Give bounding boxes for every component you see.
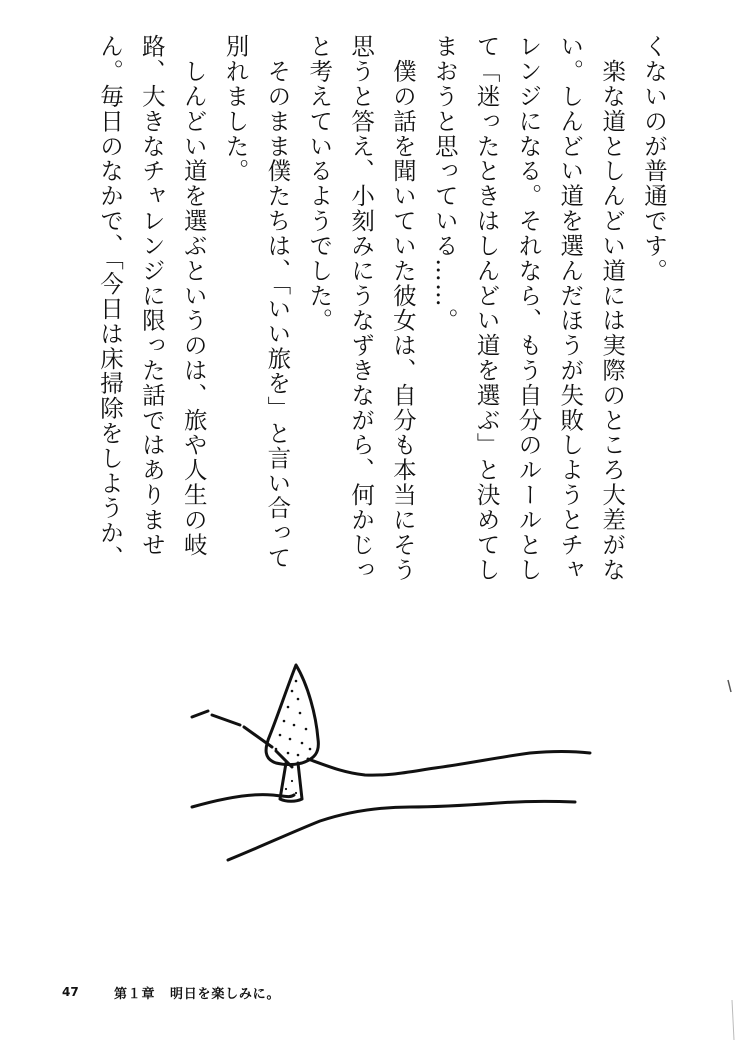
- tree-at-fork-illustration: [180, 655, 600, 870]
- text-column: しんどい道を選ぶというのは、旅や人生の岐: [179, 34, 208, 558]
- text-column: 路、大きなチャレンジに限った話ではありませ: [137, 34, 166, 558]
- text-column: レンジになる。それなら、もう自分のルールとし: [514, 34, 543, 583]
- vertical-body-text: [95, 34, 668, 634]
- text-column: 楽な道としんどい道には実際のところ大差がな: [598, 34, 627, 583]
- road-edge: [228, 801, 575, 860]
- road-edge: [192, 795, 294, 807]
- text-column: ん。毎日のなかで、「今日は床掃除をしようか、: [96, 34, 124, 571]
- text-column: い。しんどい道を選んだほうが失敗しようとチャ: [556, 34, 585, 583]
- tree-texture: [275, 680, 312, 794]
- text-column: まおうと思っている……。: [430, 34, 459, 333]
- text-column: くないのが普通です。: [639, 34, 668, 284]
- scan-edge-mark: [722, 0, 740, 1047]
- chapter-title: 明日を楽しみに。: [170, 987, 281, 1002]
- text-column: て「迷ったときはしんどい道を選ぶ」と決めてし: [472, 34, 501, 583]
- text-column: そのまま僕たちは、「いい旅を」と言い合って: [263, 34, 292, 571]
- text-column: 思うと答え、小刻みにうなずきながら、何かじっ: [347, 34, 376, 583]
- chapter-label: 第１章: [114, 987, 156, 1002]
- text-column: 別れました。: [221, 34, 250, 184]
- page-number: 47: [62, 985, 79, 999]
- road-edge: [308, 752, 590, 776]
- text-column: 僕の話を聞いていた彼女は、自分も本当にそう: [388, 34, 417, 583]
- text-column: と考えているようでした。: [305, 34, 334, 333]
